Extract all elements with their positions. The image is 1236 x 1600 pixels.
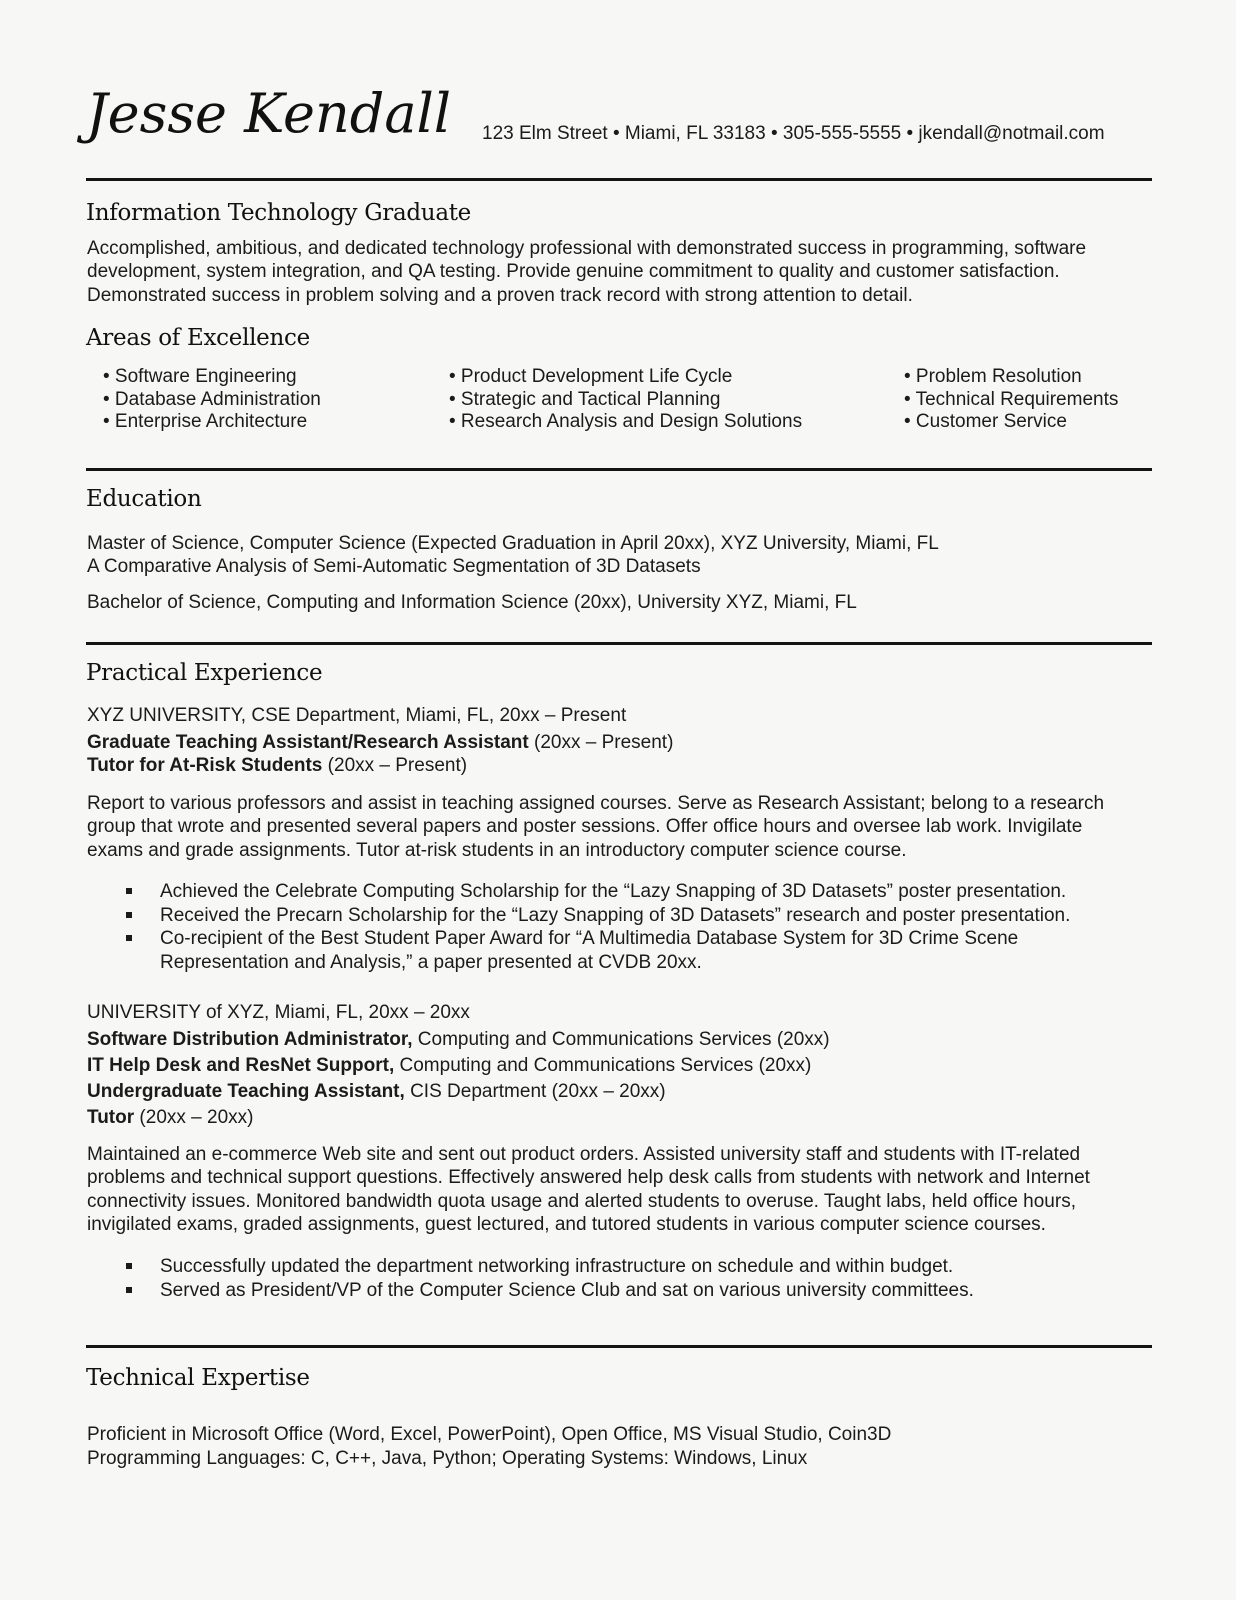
excellence-item: • Technical Requirements xyxy=(904,388,1119,410)
description-line: invigilated exams, graded assignments, guest lectured, and tutored students in various computer science courses. xyxy=(87,1213,1046,1235)
excellence-column-3 xyxy=(904,366,1118,434)
achievement-item: Achieved the Celebrate Computing Scholarship for the “Lazy Snapping of 3D Datasets” poster presentation. xyxy=(124,880,1070,904)
excellence-item: • Problem Resolution xyxy=(904,366,1082,387)
job2-role-title: Undergraduate Teaching Assistant, xyxy=(87,1081,405,1102)
job2-role-title: Tutor xyxy=(87,1107,135,1128)
excellence-item: • Customer Service xyxy=(904,411,1067,432)
job1-role-title: Tutor for At-Risk Students xyxy=(87,755,323,776)
bullet-square-icon xyxy=(126,1263,132,1269)
excellence-item: • Strategic and Tactical Planning xyxy=(449,388,721,410)
summary-line: Accomplished, ambitious, and dedicated technology professional with demonstrated success in programming, software xyxy=(87,238,1087,259)
job2-role-title: IT Help Desk and ResNet Support, xyxy=(87,1055,395,1076)
job1-role xyxy=(87,755,467,777)
job1-role-dates: (20xx – Present) xyxy=(322,755,468,776)
bullet-square-icon xyxy=(126,935,132,941)
excellence-item: • Software Engineering xyxy=(103,366,297,387)
divider xyxy=(86,468,1152,471)
excellence-item: • Enterprise Architecture xyxy=(103,411,308,432)
job1-achievements xyxy=(124,880,1070,974)
education-ms: Master of Science, Computer Science (Expected Graduation in April 20xx), XYZ University, Miami, FL xyxy=(87,533,939,554)
bullet-square-icon xyxy=(126,1287,132,1293)
job2-role xyxy=(87,1055,811,1077)
achievement-item-continuation: Representation and Analysis,” a paper presented at CVDB 20xx. xyxy=(160,951,702,973)
excellence-column-1 xyxy=(103,366,321,434)
job2-achievements xyxy=(124,1255,974,1302)
summary-text xyxy=(87,237,1153,307)
contact-info: 123 Elm Street • Miami, FL 33183 • 305-555-5555 • jkendall@notmail.com xyxy=(482,123,1105,144)
job2-role xyxy=(87,1107,253,1129)
excellence-item: • Product Development Life Cycle xyxy=(449,366,733,387)
excellence-item: • Research Analysis and Design Solutions xyxy=(449,411,803,432)
job1-role xyxy=(87,732,673,754)
technical-line: Programming Languages: C, C++, Java, Python; Operating Systems: Windows, Linux xyxy=(87,1448,808,1469)
description-line: group that wrote and presented several papers and poster sessions. Offer office hours and oversee lab work. Invigilate xyxy=(87,816,1083,838)
divider xyxy=(86,1345,1152,1348)
candidate-name: Jesse Kendall xyxy=(86,82,452,145)
job2-role-detail: Computing and Communications Services (20xx) xyxy=(412,1029,830,1050)
section-heading-education: Education xyxy=(86,486,202,512)
divider xyxy=(86,642,1152,645)
description-line: Maintained an e-commerce Web site and sent out product orders. Assisted university staff and students with IT-related xyxy=(87,1144,1081,1165)
description-line: connectivity issues. Monitored bandwidth quota usage and alerted students to overuse. Taught labs, held office hours, xyxy=(87,1190,1076,1212)
job2-role xyxy=(87,1029,830,1051)
description-line: exams and grade assignments. Tutor at-risk students in an introductory computer science course. xyxy=(87,839,907,861)
job2-role-title: Software Distribution Administrator, xyxy=(87,1029,413,1050)
excellence-column-2 xyxy=(449,366,802,434)
education-bs: Bachelor of Science, Computing and Information Science (20xx), University XYZ, Miami, FL xyxy=(87,592,857,613)
section-heading-experience: Practical Experience xyxy=(86,660,323,686)
job2-role-detail: CIS Department (20xx – 20xx) xyxy=(404,1081,666,1102)
achievement-item: Served as President/VP of the Computer Science Club and sat on various university committees. xyxy=(124,1279,974,1303)
achievement-item: Received the Precarn Scholarship for the “Lazy Snapping of 3D Datasets” research and poster presentation. xyxy=(124,904,1070,928)
section-heading-summary: Information Technology Graduate xyxy=(86,200,471,226)
job1-role-title: Graduate Teaching Assistant/Research Assistant xyxy=(87,732,529,753)
section-heading-excellence: Areas of Excellence xyxy=(86,325,310,351)
excellence-item: • Database Administration xyxy=(103,388,321,410)
section-heading-technical: Technical Expertise xyxy=(86,1365,310,1391)
job1-role-dates: (20xx – Present) xyxy=(528,732,674,753)
job1-description xyxy=(87,792,1153,862)
divider xyxy=(86,178,1152,181)
job1-organization: XYZ UNIVERSITY, CSE Department, Miami, FL, 20xx – Present xyxy=(87,705,627,726)
job2-organization: UNIVERSITY of XYZ, Miami, FL, 20xx – 20xx xyxy=(87,1002,470,1023)
bullet-square-icon xyxy=(126,912,132,918)
job2-role xyxy=(87,1081,666,1103)
technical-line: Proficient in Microsoft Office (Word, Excel, PowerPoint), Open Office, MS Visual Studio, Coin3D xyxy=(87,1424,892,1445)
job2-role-detail: Computing and Communications Services (20xx) xyxy=(394,1055,812,1076)
job2-role-detail: (20xx – 20xx) xyxy=(134,1107,254,1128)
achievement-item: Successfully updated the department networking infrastructure on schedule and within budget. xyxy=(124,1255,974,1279)
summary-line: development, system integration, and QA testing. Provide genuine commitment to quality and customer satisfaction. xyxy=(87,261,1060,283)
description-line: problems and technical support questions. Effectively answered help desk calls from students with network and Internet xyxy=(87,1167,1090,1189)
job2-description xyxy=(87,1143,1153,1236)
summary-line: Demonstrated success in problem solving and a proven track record with strong attention to detail. xyxy=(87,284,913,306)
bullet-square-icon xyxy=(126,888,132,894)
education-ms-thesis: A Comparative Analysis of Semi-Automatic Segmentation of 3D Datasets xyxy=(87,556,701,577)
achievement-item: Co-recipient of the Best Student Paper Award for “A Multimedia Database System for 3D Crime Scene xyxy=(124,927,1070,951)
description-line: Report to various professors and assist in teaching assigned courses. Serve as Research Assistant; belong to a research xyxy=(87,793,1105,814)
